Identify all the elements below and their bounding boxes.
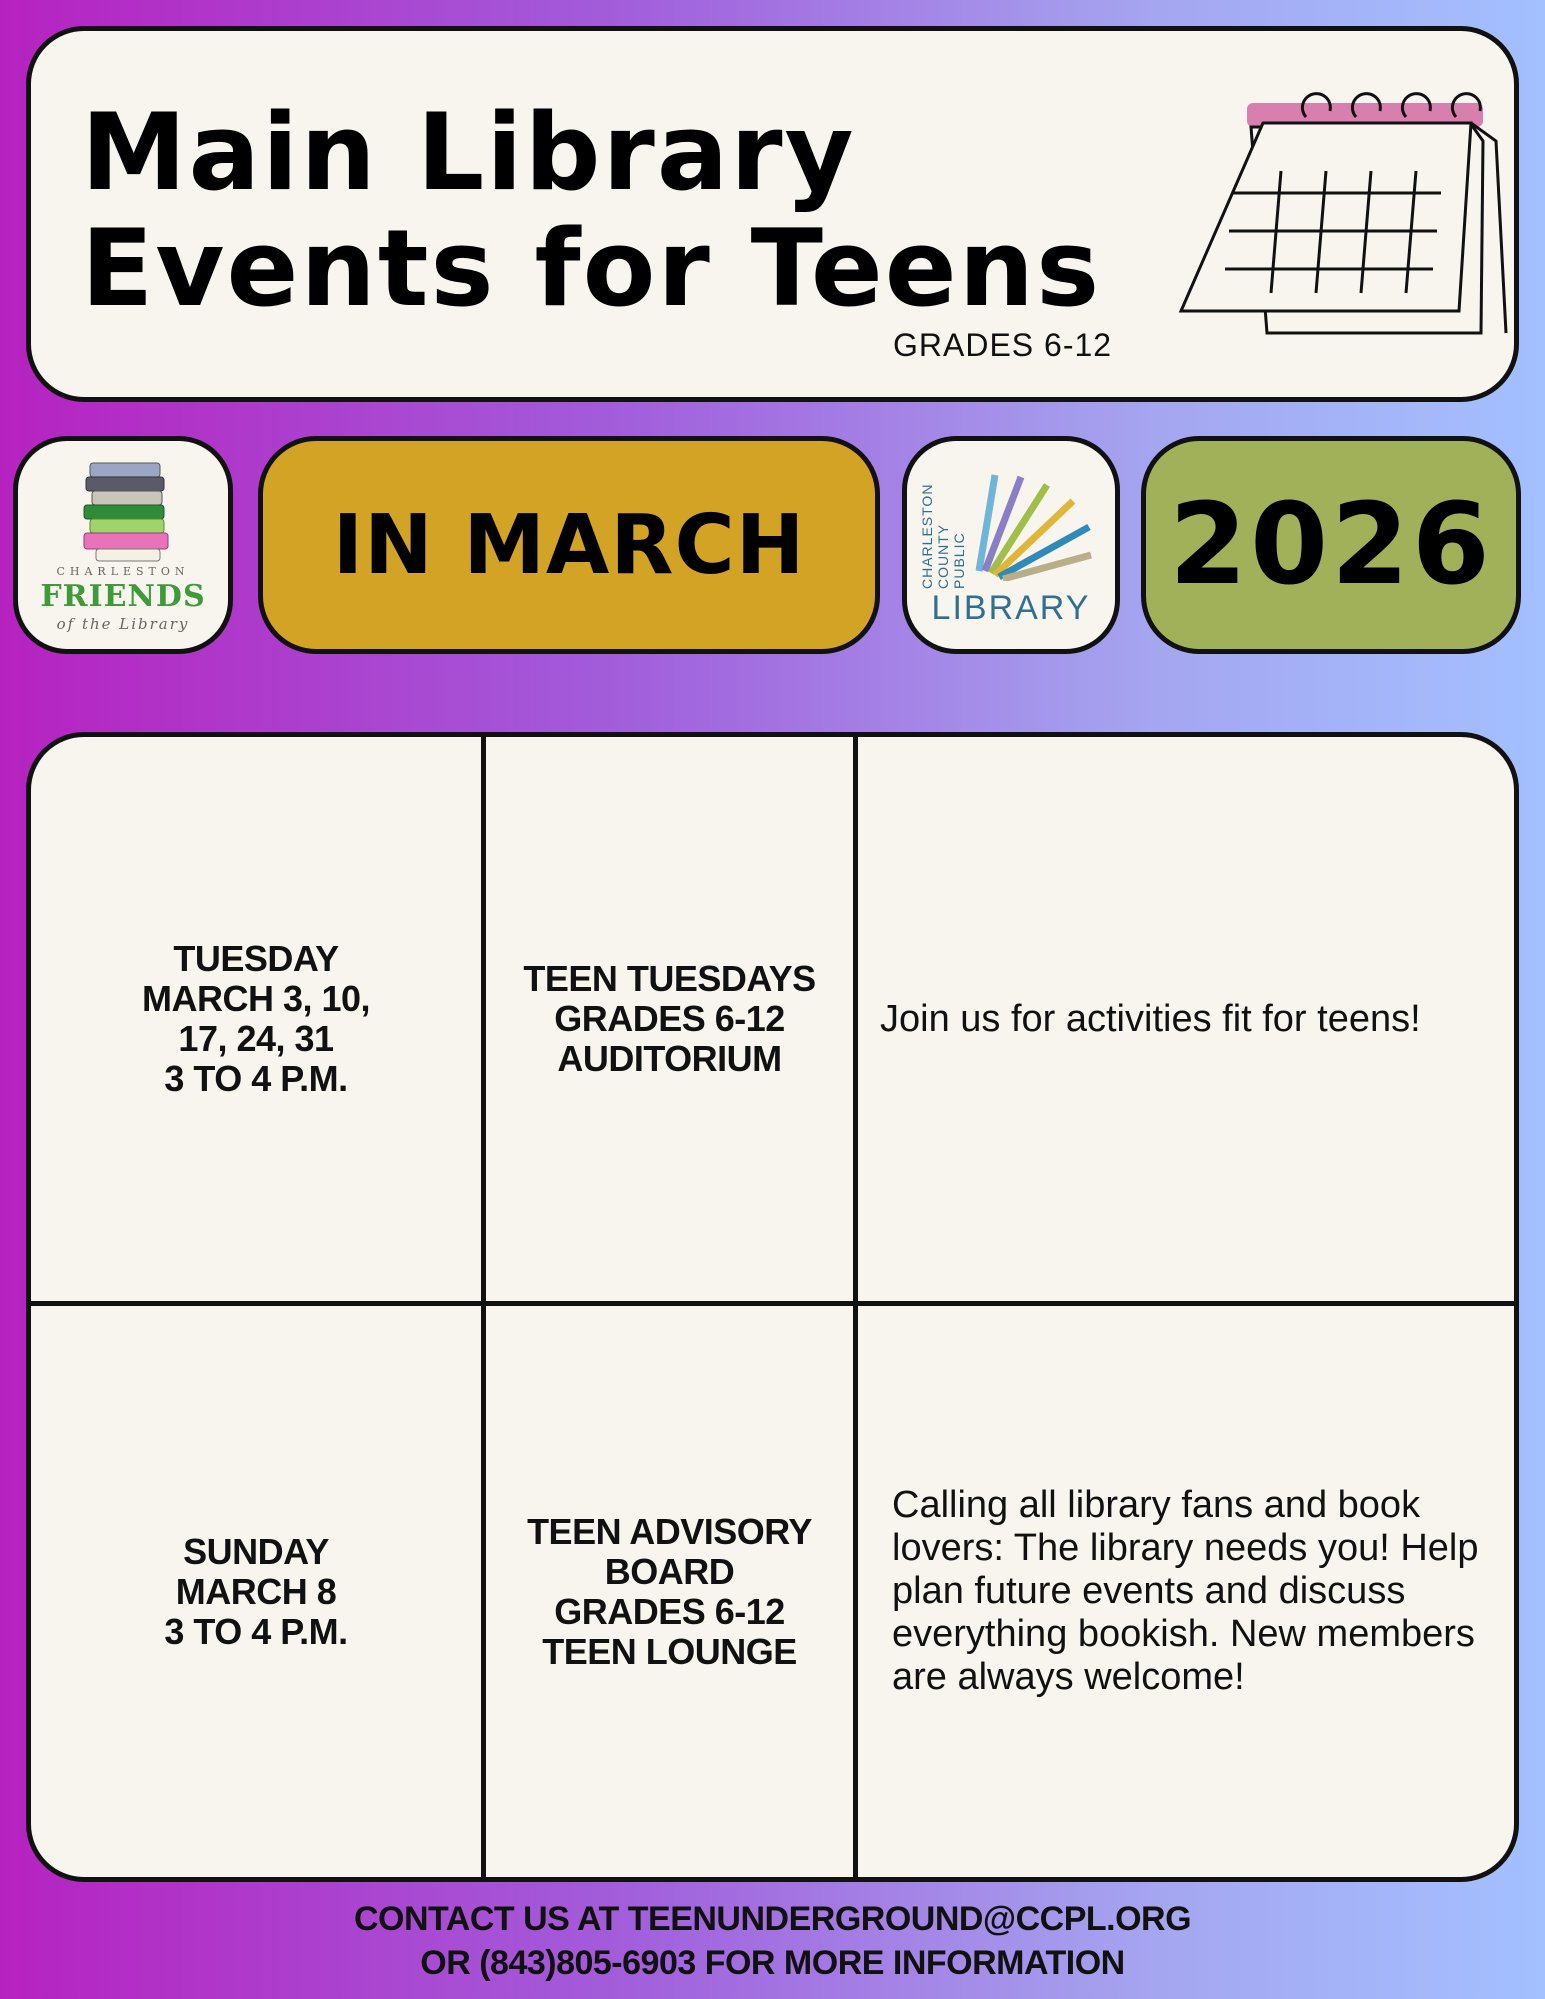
event-2-when: SUNDAY MARCH 8 3 TO 4 P.M. [164, 1530, 348, 1652]
library-logo-word: LIBRARY [931, 589, 1091, 627]
friends-logo-small-text: CHARLESTON [56, 565, 190, 578]
month-badge [258, 436, 880, 654]
contact-line-2: OR (843)805-6903 FOR MORE INFORMATION [420, 1944, 1125, 1982]
title-line-1: Main Library [81, 91, 856, 214]
county-library-logo [902, 436, 1120, 654]
events-table [26, 732, 1519, 1882]
event-1-description: Join us for activities fit for teens! [880, 997, 1421, 1040]
contact-line-1: CONTACT US AT TEENUNDERGROUND@CCPL.ORG [353, 1900, 1192, 1938]
library-fan-icon [965, 471, 1093, 581]
friends-logo-subtitle: of the Library [56, 615, 190, 633]
calendar-icon [1141, 61, 1521, 361]
title-line-2: Events for Teens [81, 207, 1102, 330]
month-label: IN MARCH [332, 497, 806, 593]
event-2-description: Calling all library fans and book lovers: The library needs you! Help plan future events and discuss everything bookish. New members are always welcome! [892, 1484, 1479, 1698]
grades-label: GRADES 6-12 [893, 327, 1113, 363]
friends-of-the-library-logo [13, 436, 233, 654]
event-1-when: TUESDAY MARCH 3, 10, 17, 24, 31 3 TO 4 P.M. [141, 938, 371, 1099]
page-title [81, 91, 1102, 330]
contact-info [0, 1897, 1545, 1985]
book-stack-icon [78, 459, 178, 565]
friends-logo-name: FRIENDS [40, 579, 206, 614]
library-logo-vertical-text: CHARLESTON COUNTY PUBLIC [919, 483, 967, 589]
event-2-title: TEEN ADVISORY BOARD GRADES 6-12 TEEN LOUNGE [527, 1510, 812, 1672]
event-1-title: TEEN TUESDAYS GRADES 6-12 AUDITORIUM [523, 958, 816, 1079]
header-panel [26, 26, 1519, 402]
year-label: 2026 [1169, 480, 1493, 610]
year-badge [1141, 436, 1521, 654]
